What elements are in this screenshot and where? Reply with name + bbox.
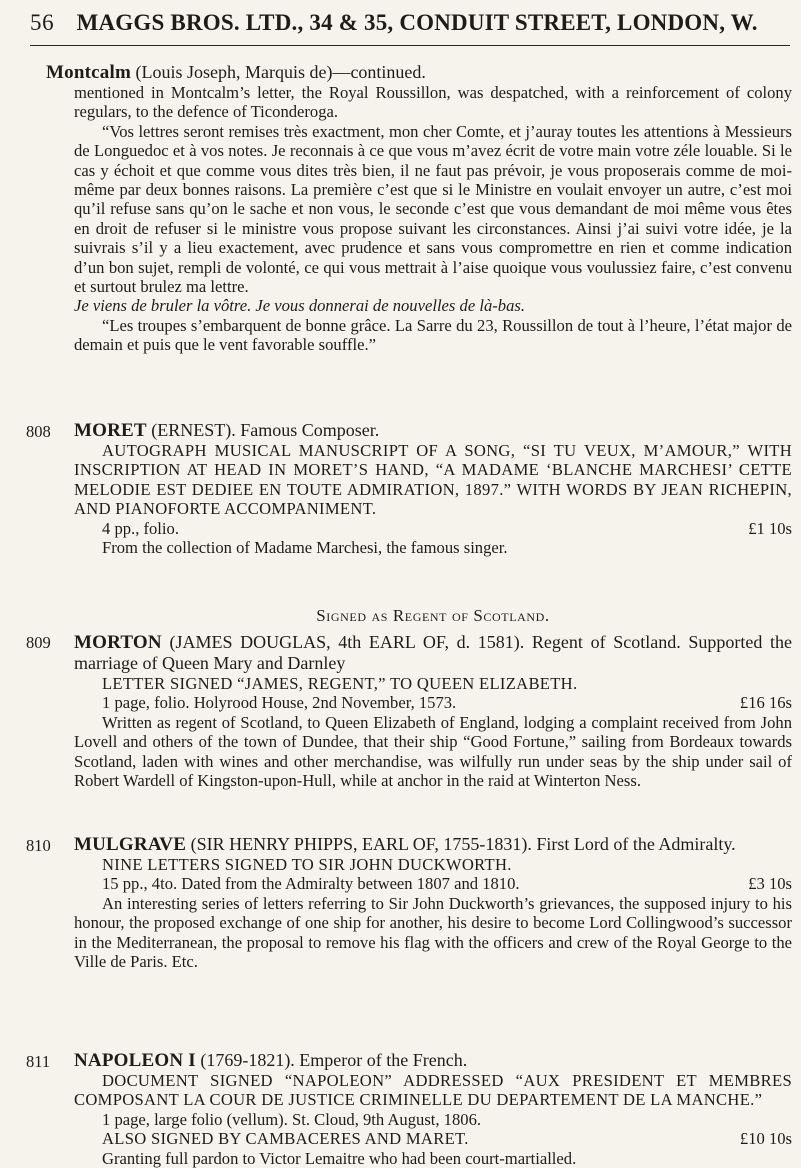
entry-title: (1769-1821). Emperor of the French. <box>200 1050 468 1070</box>
entry-note: Written as regent of Scotland, to Queen Elizabeth of England, lodging a complaint received from John Lovell and others of the town of Dundee, that their ship “Good Fortune,” sailing from Bordeaux towards Scotland, laden with wines and other merchandise, was wilfully run under seas by the ship under sail of Robert Wardell of Kingston-upon-Hull, while at anchor in the raid at Winterton Ness. <box>74 712 792 791</box>
entry-body <box>74 855 792 971</box>
lot-number: 808 <box>26 422 51 441</box>
entry-price: £10 10s <box>739 1129 792 1149</box>
entry-note: From the collection of Madame Marchesi, the famous singer. <box>102 538 508 558</box>
format-price-line <box>74 874 792 893</box>
format-price-line <box>74 693 792 712</box>
entry-description-extra: ALSO SIGNED BY CAMBACERES AND MARET. <box>102 1129 469 1149</box>
entry-body <box>74 674 792 790</box>
entry-title: (SIR HENRY PHIPPS, EARL OF, 1755-1831). First Lord of the Admiralty. <box>190 834 736 854</box>
catalogue-entries <box>26 62 792 1168</box>
entry-description: LETTER SIGNED “JAMES, REGENT,” TO QUEEN ELIZABETH. <box>102 674 578 693</box>
format-price-line <box>74 1129 792 1148</box>
entry-note: An interesting series of letters referring to Sir John Duckworth’s grievances, the supposed injury to his honour, the proposed exchange of one ship for another, his desire to become Lord Collingwood’s successor in the Mediterranean, the proposal to remove his flag with the officers and crew of the Royal George to the Ville de Paris. Etc. <box>74 893 792 972</box>
entry-description: DOCUMENT SIGNED “NAPOLEON” ADDRESSED “AUX PRESIDENT ET MEMBRES COMPOSANT LA COUR DE JUSTICE CRIMINELLE DU DEPARTEMENT DE LA MANCHE.” <box>74 1071 792 1110</box>
entry-morton <box>26 606 792 802</box>
entry-note: Granting full pardon to Victor Lemaitre who had been court-martialled. <box>102 1148 577 1168</box>
entry-description: NINE LETTERS SIGNED TO SIR JOHN DUCKWORTH. <box>102 855 512 874</box>
page-header <box>30 10 790 36</box>
entry-title: (JAMES DOUGLAS, 4th EARL OF, d. 1581). Regent of Scotland. Supported the marriage of Queen Mary and Darnley <box>74 632 792 673</box>
lot-number: 811 <box>26 1052 51 1071</box>
entry-moret <box>26 420 792 606</box>
publisher-line: MAGGS BROS. LTD., 34 & 35, CONDUIT STREET, LONDON, W. <box>76 10 758 35</box>
entry-name: Montcalm <box>46 62 131 83</box>
entry-title: (Louis Joseph, Marquis de)—continued. <box>135 62 426 82</box>
entry-paragraph: “Les troupes s’embarquent de bonne grâce. La Sarre du 23, Roussillon de tout à l’heure, l’état major de demain et puis que le vent favorable souffle.” <box>74 315 792 355</box>
entry-heading <box>74 1050 792 1071</box>
entry-heading <box>74 420 792 441</box>
entry-paragraph: mentioned in Montcalm’s letter, the Royal Roussillon, was despatched, with a reinforcement of colony regulars, to the defence of Ticonderoga. <box>74 83 792 122</box>
entry-price: £3 10s <box>748 874 792 894</box>
format-price-line <box>74 519 792 538</box>
entry-format: 15 pp., 4to. Dated from the Admiralty between 1807 and 1810. <box>102 874 520 894</box>
entry-name: MORET <box>74 420 147 441</box>
page-number: 56 <box>30 10 55 35</box>
entry-heading <box>46 62 792 83</box>
entry-body <box>74 83 792 355</box>
entry-subheading: Signed as Regent of Scotland. <box>316 606 550 625</box>
entry-paragraph: Je viens de bruler la vôtre. Je vous donnerai de nouvelles de là-bas. <box>74 296 525 316</box>
lot-number: 810 <box>26 836 51 855</box>
entry-price: £1 10s <box>748 518 792 538</box>
entry-price: £16 16s <box>739 693 792 713</box>
entry-heading <box>74 834 792 855</box>
entry-body <box>74 1071 792 1168</box>
entry-napoleon <box>26 1050 792 1168</box>
lot-number: 809 <box>26 633 51 652</box>
entry-mulgrave <box>26 834 792 1030</box>
entry-name: MORTON <box>74 632 162 653</box>
entry-heading <box>74 632 792 674</box>
entry-body <box>74 441 792 557</box>
entry-paragraph: “Vos lettres seront remises très exactment, mon cher Comte, et j’auray toutes les attentions à Messieurs de Longuedoc et à vos notes. Je reconnais à ce que vous m’avez écrit de votre main votre zéle louable. Si le cas y échoit et que comme vous dites très bien, il ne faut pas prévoir, je vous proposerais comme de moi-même par deux bonnes raisons. La première c’est que si le Ministre en voulait envoyer un autre, c’est moi qu’il refuse sans qu’on le sache et non vous, le seconde c’est que vous demandant de moi même vous êtes en droit de refuser si le ministre vous propose suivant les circonstances. Ainsi j’ai suivi votre idée, je la suivrais s’il y a lieu exactement, avec prudence et sans vous compromettre en rien et comme indication d’un bon sujet, rempli de volonté, ce qui vous mettrait à l’aise quoique vous voulussiez faire, c’est convenu et surtout brulez ma lettre. <box>74 121 792 297</box>
entry-format: 1 page, folio. Holyrood House, 2nd November, 1573. <box>102 693 457 713</box>
entry-title: (ERNEST). Famous Composer. <box>151 420 380 440</box>
header-rule <box>30 45 790 46</box>
entry-format: 4 pp., folio. <box>102 518 179 538</box>
entry-name: NAPOLEON I <box>74 1050 196 1071</box>
entry-montcalm <box>26 62 792 394</box>
entry-name: MULGRAVE <box>74 834 187 855</box>
entry-format: 1 page, large folio (vellum). St. Cloud, 9th August, 1806. <box>102 1109 482 1129</box>
entry-description: AUTOGRAPH MUSICAL MANUSCRIPT OF A SONG, “SI TU VEUX, M’AMOUR,” WITH INSCRIPTION AT HEAD IN MORET’S HAND, “A MADAME ‘BLANCHE MARCHESI’ CETTE MELODIE EST DEDIEE EN TOUTE ADMIRATION, 1897.” WITH WORDS BY JEAN RICHEPIN, AND PIANOFORTE ACCOMPANIMENT. <box>74 441 792 519</box>
